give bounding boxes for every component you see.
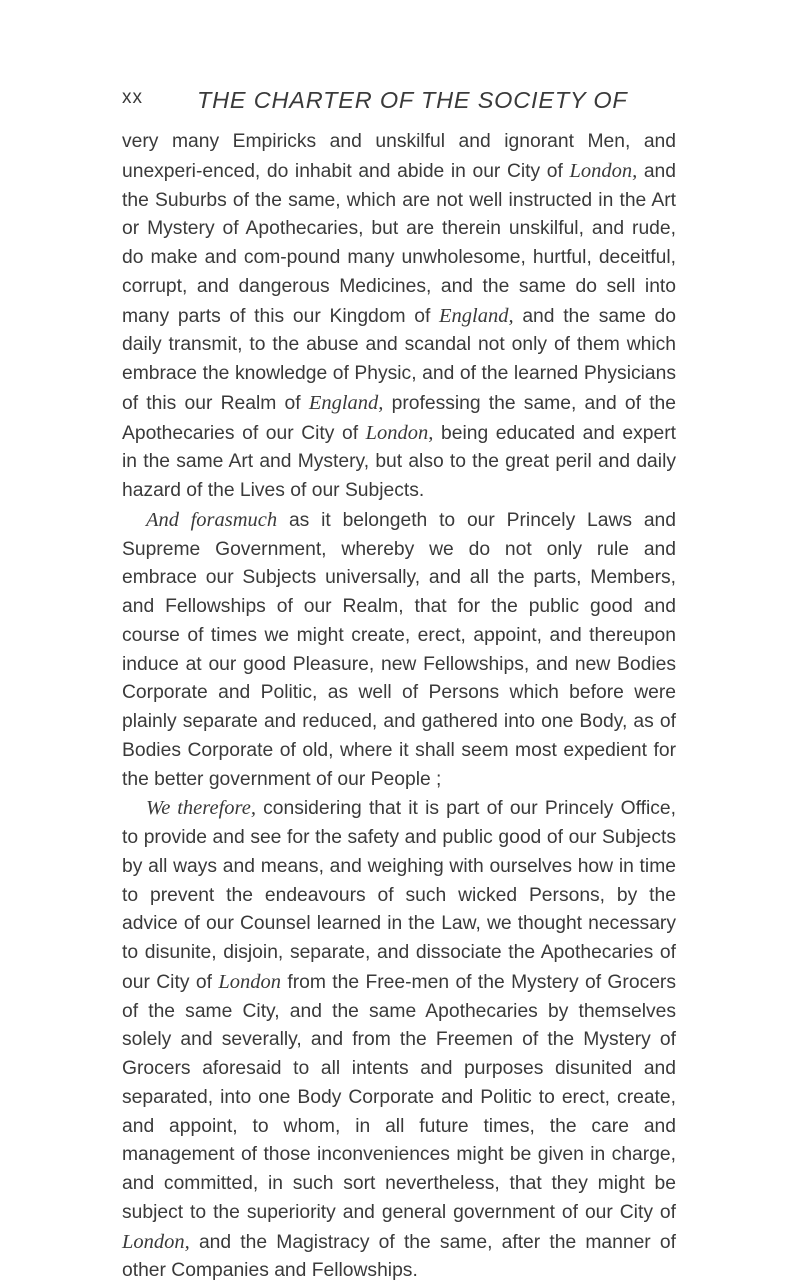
text-span: professing the same, and of the Apothecaries of our City of bbox=[122, 392, 676, 444]
text-span: and the Magistracy of the same, after the manner of other Companies and Fellowships. bbox=[122, 1231, 676, 1282]
italic-place-name: England, bbox=[308, 391, 384, 414]
text-span: and the same do daily transmit, to the abuse and scandal not only of them which embrace the knowledge of Physic, and of the learned Physicians of this our Realm of bbox=[122, 305, 676, 414]
italic-place-name: London, bbox=[122, 1230, 190, 1253]
text-span: and the Suburbs of the same, which are not well instructed in the Art or Mystery of Apothecaries, but are therein unskilful, and rude, do make and com-pound many unwholesome, hurtful, deceitful, corrupt, and dangerous Medicines, and the same do sell into many parts of this our Kingdom of bbox=[122, 160, 676, 327]
running-title: THE CHARTER OF THE SOCIETY OF bbox=[197, 87, 628, 113]
italic-lead-phrase: And forasmuch bbox=[146, 508, 278, 531]
text-span: being educated and expert in the same Art and Mystery, but also to the great peril and daily hazard of the Lives of our Subjects. bbox=[122, 422, 677, 501]
running-head bbox=[122, 87, 722, 115]
italic-place-name: London, bbox=[365, 421, 434, 444]
italic-lead-phrase: We therefore, bbox=[146, 797, 256, 820]
text-span: very many Empiricks and unskilful and ignorant Men, and unexperi-enced, do inhabit and abide in our City of bbox=[122, 131, 676, 182]
text-span: as it belongeth to our Princely Laws and Supreme Government, whereby we do not only rule and embrace our Subjects universally, and all the parts, Members, and Fellowships of our Realm, that for the public good and course of times we might create, erect, appoint, and thereupon induce at our good Pleasure, new Fellowships, and new Bodies Corporate and Politic, as well of Persons which before were plainly separate and reduced, and gathered into one Body, as of Bodies Corporate of old, where it shall seem most expedient for the better government of our People ; bbox=[122, 509, 676, 790]
paragraph bbox=[122, 128, 676, 506]
text-span: considering that it is part of our Princely Office, to provide and see for the safety and public good of our Subjects by all ways and means, and weighing with ourselves how in time to prevent the endeavours of such wicked Persons, by the advice of our Counsel learned in the Law, we thought necessary to disunite, disjoin, separate, and dissociate the Apothecaries of our City of bbox=[122, 798, 676, 993]
italic-place-name: London, bbox=[569, 159, 638, 182]
page-number: xx bbox=[122, 87, 143, 108]
body-text bbox=[122, 128, 676, 1286]
paragraph bbox=[122, 794, 676, 1286]
italic-place-name: London bbox=[218, 970, 281, 993]
text-span: from the Free-men of the Mystery of Grocers of the same City, and the same Apothecaries by themselves solely and severally, and from the Freemen of the Mystery of Grocers aforesaid to all intents and purposes disunited and separated, into one Body Corporate and Politic to erect, create, and appoint, to whom, in all future times, the care and management of those inconveniences might be given in charge, and committed, in such sort nevertheless, that they might be subject to the superiority and general government of our City of bbox=[122, 971, 676, 1223]
paragraph bbox=[122, 506, 676, 795]
italic-place-name: England, bbox=[439, 304, 514, 327]
